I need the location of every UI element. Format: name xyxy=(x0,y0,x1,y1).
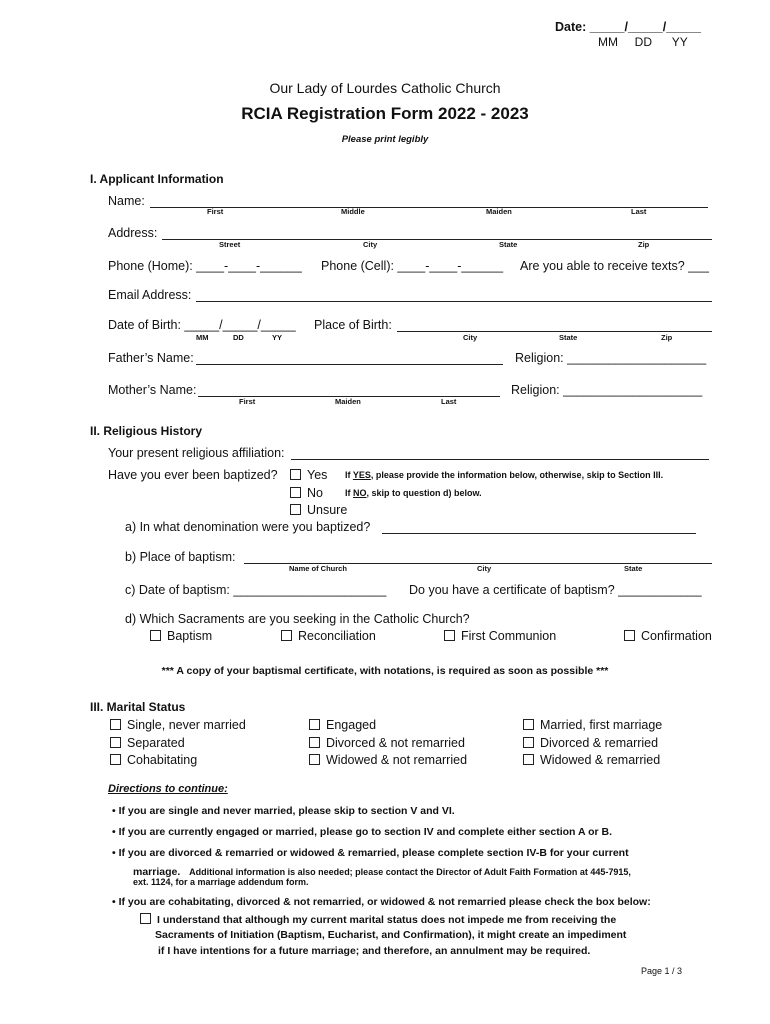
mother-religion-field[interactable]: Religion: ____________________ xyxy=(511,383,703,397)
address-sub-zip: Zip xyxy=(638,240,650,249)
baptism-sub-city: City xyxy=(477,564,492,573)
acknowledgment-text: if I have intentions for a future marriage; and therefore, an annulment may be required. xyxy=(158,945,591,957)
baptism-date-field[interactable]: c) Date of baptism: ______________________ xyxy=(125,583,387,597)
yes-label: Yes xyxy=(307,468,328,482)
checkbox-icon xyxy=(523,754,534,765)
baptized-no-option[interactable] xyxy=(290,486,323,500)
address-sub-street: Street xyxy=(219,240,241,249)
section-applicant-heading: I. Applicant Information xyxy=(90,172,224,186)
dob-sub-yy: YY xyxy=(272,333,283,342)
address-sub-state: State xyxy=(499,240,518,249)
checkbox-icon xyxy=(290,487,301,498)
marital-label: Divorced & remarried xyxy=(540,736,659,750)
address-sub-city: City xyxy=(363,240,378,249)
mother-sub-first: First xyxy=(239,397,256,406)
date-label: Date: _____/_____/_____ xyxy=(555,20,701,34)
sacrament-label: Confirmation xyxy=(641,629,712,643)
page-number: Page 1 / 3 xyxy=(641,966,683,976)
checkbox-icon xyxy=(309,719,320,730)
sacrament-label: First Communion xyxy=(461,629,557,643)
checkbox-icon xyxy=(523,737,534,748)
marital-label: Married, first marriage xyxy=(540,718,663,732)
baptism-sub-state: State xyxy=(624,564,643,573)
sacrament-communion-option[interactable] xyxy=(444,629,556,643)
date-sub-labels: MM DD YY xyxy=(598,35,688,49)
name-label: Name: xyxy=(108,194,145,208)
marital-cohabitating-option[interactable] xyxy=(110,753,197,767)
no-label: No xyxy=(307,486,323,500)
section-marital-heading: III. Marital Status xyxy=(90,700,186,714)
church-name: Our Lady of Lourdes Catholic Church xyxy=(269,80,501,96)
address-field[interactable] xyxy=(162,239,712,240)
form-title: RCIA Registration Form 2022 - 2023 xyxy=(241,104,529,123)
name-sub-first: First xyxy=(207,207,224,216)
direction-text: marriage. xyxy=(133,866,181,878)
email-field[interactable] xyxy=(196,301,712,302)
name-sub-maiden: Maiden xyxy=(486,207,512,216)
no-instruction xyxy=(345,488,482,498)
marital-widowed-not-remarried-option[interactable] xyxy=(309,753,467,767)
checkbox-icon xyxy=(624,630,635,641)
checkbox-icon xyxy=(110,719,121,730)
yes-note-emphasis: YES xyxy=(352,470,371,480)
marital-widowed-remarried-option[interactable] xyxy=(523,753,660,767)
sacrament-confirmation-option[interactable] xyxy=(624,629,712,643)
checkbox-icon xyxy=(523,719,534,730)
direction-text: Additional information is also needed; please contact the Director of Adult Faith Formation at 445-7915, xyxy=(189,867,631,877)
affiliation-field[interactable] xyxy=(291,459,709,460)
father-label: Father’s Name: xyxy=(108,351,194,365)
pob-sub-state: State xyxy=(559,333,578,342)
dob-sub-mm: MM xyxy=(196,333,209,342)
marital-label: Cohabitating xyxy=(127,753,198,767)
address-label: Address: xyxy=(108,226,158,240)
name-sub-middle: Middle xyxy=(341,207,365,216)
direction-text: If you are single and never married, please skip to section V and VI. xyxy=(118,805,455,817)
direction-text: If you are cohabitating, divorced & not remarried, or widowed & not remarried please check the box below: xyxy=(118,896,651,908)
mother-sub-last: Last xyxy=(441,397,457,406)
checkbox-icon xyxy=(150,630,161,641)
yes-instruction xyxy=(345,470,663,480)
acknowledgment-text: Sacraments of Initiation (Baptism, Eucharist, and Confirmation), it might create an impediment xyxy=(155,929,627,941)
checkbox-icon xyxy=(110,754,121,765)
direction-item: • If you are currently engaged or married, please go to section IV and complete either section A or B. xyxy=(112,826,613,838)
checkbox-icon xyxy=(290,504,301,515)
no-note-rest: , skip to question d) below. xyxy=(366,488,482,498)
baptism-place-label: b) Place of baptism: xyxy=(125,550,236,564)
no-note-prefix: If xyxy=(345,488,353,498)
directions-heading: Directions to continue: xyxy=(108,783,228,795)
phone-home-field[interactable]: Phone (Home): ____-____-______ xyxy=(108,259,302,273)
name-sub-last: Last xyxy=(631,207,647,216)
father-religion-field[interactable]: Religion: ____________________ xyxy=(515,351,707,365)
marital-single-option[interactable] xyxy=(110,718,246,732)
affiliation-label: Your present religious affiliation: xyxy=(108,446,285,460)
certificate-question[interactable]: Do you have a certificate of baptism? ____________ xyxy=(409,583,702,597)
denomination-label: a) In what denomination were you baptized? xyxy=(125,520,371,534)
marital-divorced-remarried-option[interactable] xyxy=(523,736,658,750)
direction-item: • If you are divorced & remarried or widowed & remarried, please complete section IV-B for your current xyxy=(112,847,629,859)
baptism-sub-church: Name of Church xyxy=(289,564,347,573)
yes-note-rest: , please provide the information below, otherwise, skip to Section III. xyxy=(370,470,664,480)
form-subtitle: Please print legibly xyxy=(341,134,429,145)
baptized-question: Have you ever been baptized? xyxy=(108,468,278,482)
pob-label: Place of Birth: xyxy=(314,318,392,332)
name-field[interactable] xyxy=(150,207,708,208)
sacrament-baptism-option[interactable] xyxy=(150,629,212,643)
marital-label: Separated xyxy=(127,736,185,750)
baptized-yes-option[interactable] xyxy=(290,468,327,482)
email-label: Email Address: xyxy=(108,288,192,302)
checkbox-icon xyxy=(290,469,301,480)
dob-field[interactable]: Date of Birth: _____/_____/_____ xyxy=(108,318,296,332)
direction-text: If you are divorced & remarried or widowed & remarried, please complete section IV-B for your current xyxy=(118,847,629,859)
direction-item: • If you are single and never married, please skip to section V and VI. xyxy=(112,805,455,817)
checkbox-icon xyxy=(140,913,151,924)
marital-label: Single, never married xyxy=(127,718,246,732)
checkbox-icon xyxy=(309,754,320,765)
section-religious-heading: II. Religious History xyxy=(90,424,203,438)
unsure-label: Unsure xyxy=(307,503,348,517)
mother-label: Mother’s Name: xyxy=(108,383,197,397)
pob-field[interactable] xyxy=(397,331,712,332)
acknowledgment-checkbox[interactable] xyxy=(140,913,616,926)
sacrament-label: Baptism xyxy=(167,629,213,643)
sacraments-question: d) Which Sacraments are you seeking in the Catholic Church? xyxy=(125,612,470,626)
marital-engaged-option[interactable] xyxy=(309,718,376,732)
baptismal-certificate-note: *** A copy of your baptismal certificate, with notations, is required as soon as possible *** xyxy=(161,665,609,677)
sacrament-reconciliation-option[interactable] xyxy=(281,629,376,643)
acknowledgment-text: I understand that although my current marital status does not impede me from receiving the xyxy=(157,914,617,926)
father-field[interactable] xyxy=(196,364,503,365)
marital-label: Widowed & remarried xyxy=(540,753,661,767)
direction-continuation: ext. 1124, for a marriage addendum form. xyxy=(133,877,309,887)
checkbox-icon xyxy=(110,737,121,748)
sacrament-label: Reconciliation xyxy=(298,629,376,643)
direction-item: • If you are cohabitating, divorced & not remarried, or widowed & not remarried please check the box below: xyxy=(112,896,651,908)
mother-sub-maiden: Maiden xyxy=(335,397,361,406)
marital-divorced-not-remarried-option[interactable] xyxy=(309,736,465,750)
texts-question[interactable]: Are you able to receive texts? ___ xyxy=(520,259,710,273)
marital-label: Engaged xyxy=(326,718,377,732)
checkbox-icon xyxy=(444,630,455,641)
dob-sub-dd: DD xyxy=(233,333,244,342)
yes-note-prefix: If xyxy=(345,470,353,480)
direction-text: If you are currently engaged or married, please go to section IV and complete either section A or B. xyxy=(118,826,613,838)
marital-married-first-option[interactable] xyxy=(523,718,662,732)
pob-sub-zip: Zip xyxy=(661,333,673,342)
checkbox-icon xyxy=(309,737,320,748)
denomination-field[interactable] xyxy=(382,533,696,534)
no-note-emphasis: NO xyxy=(353,488,367,498)
checkbox-icon xyxy=(281,630,292,641)
phone-cell-field[interactable]: Phone (Cell): ____-____-______ xyxy=(321,259,504,273)
marital-separated-option[interactable] xyxy=(110,736,185,750)
marital-label: Divorced & not remarried xyxy=(326,736,465,750)
pob-sub-city: City xyxy=(463,333,478,342)
marital-label: Widowed & not remarried xyxy=(326,753,468,767)
baptized-unsure-option[interactable] xyxy=(290,503,347,517)
